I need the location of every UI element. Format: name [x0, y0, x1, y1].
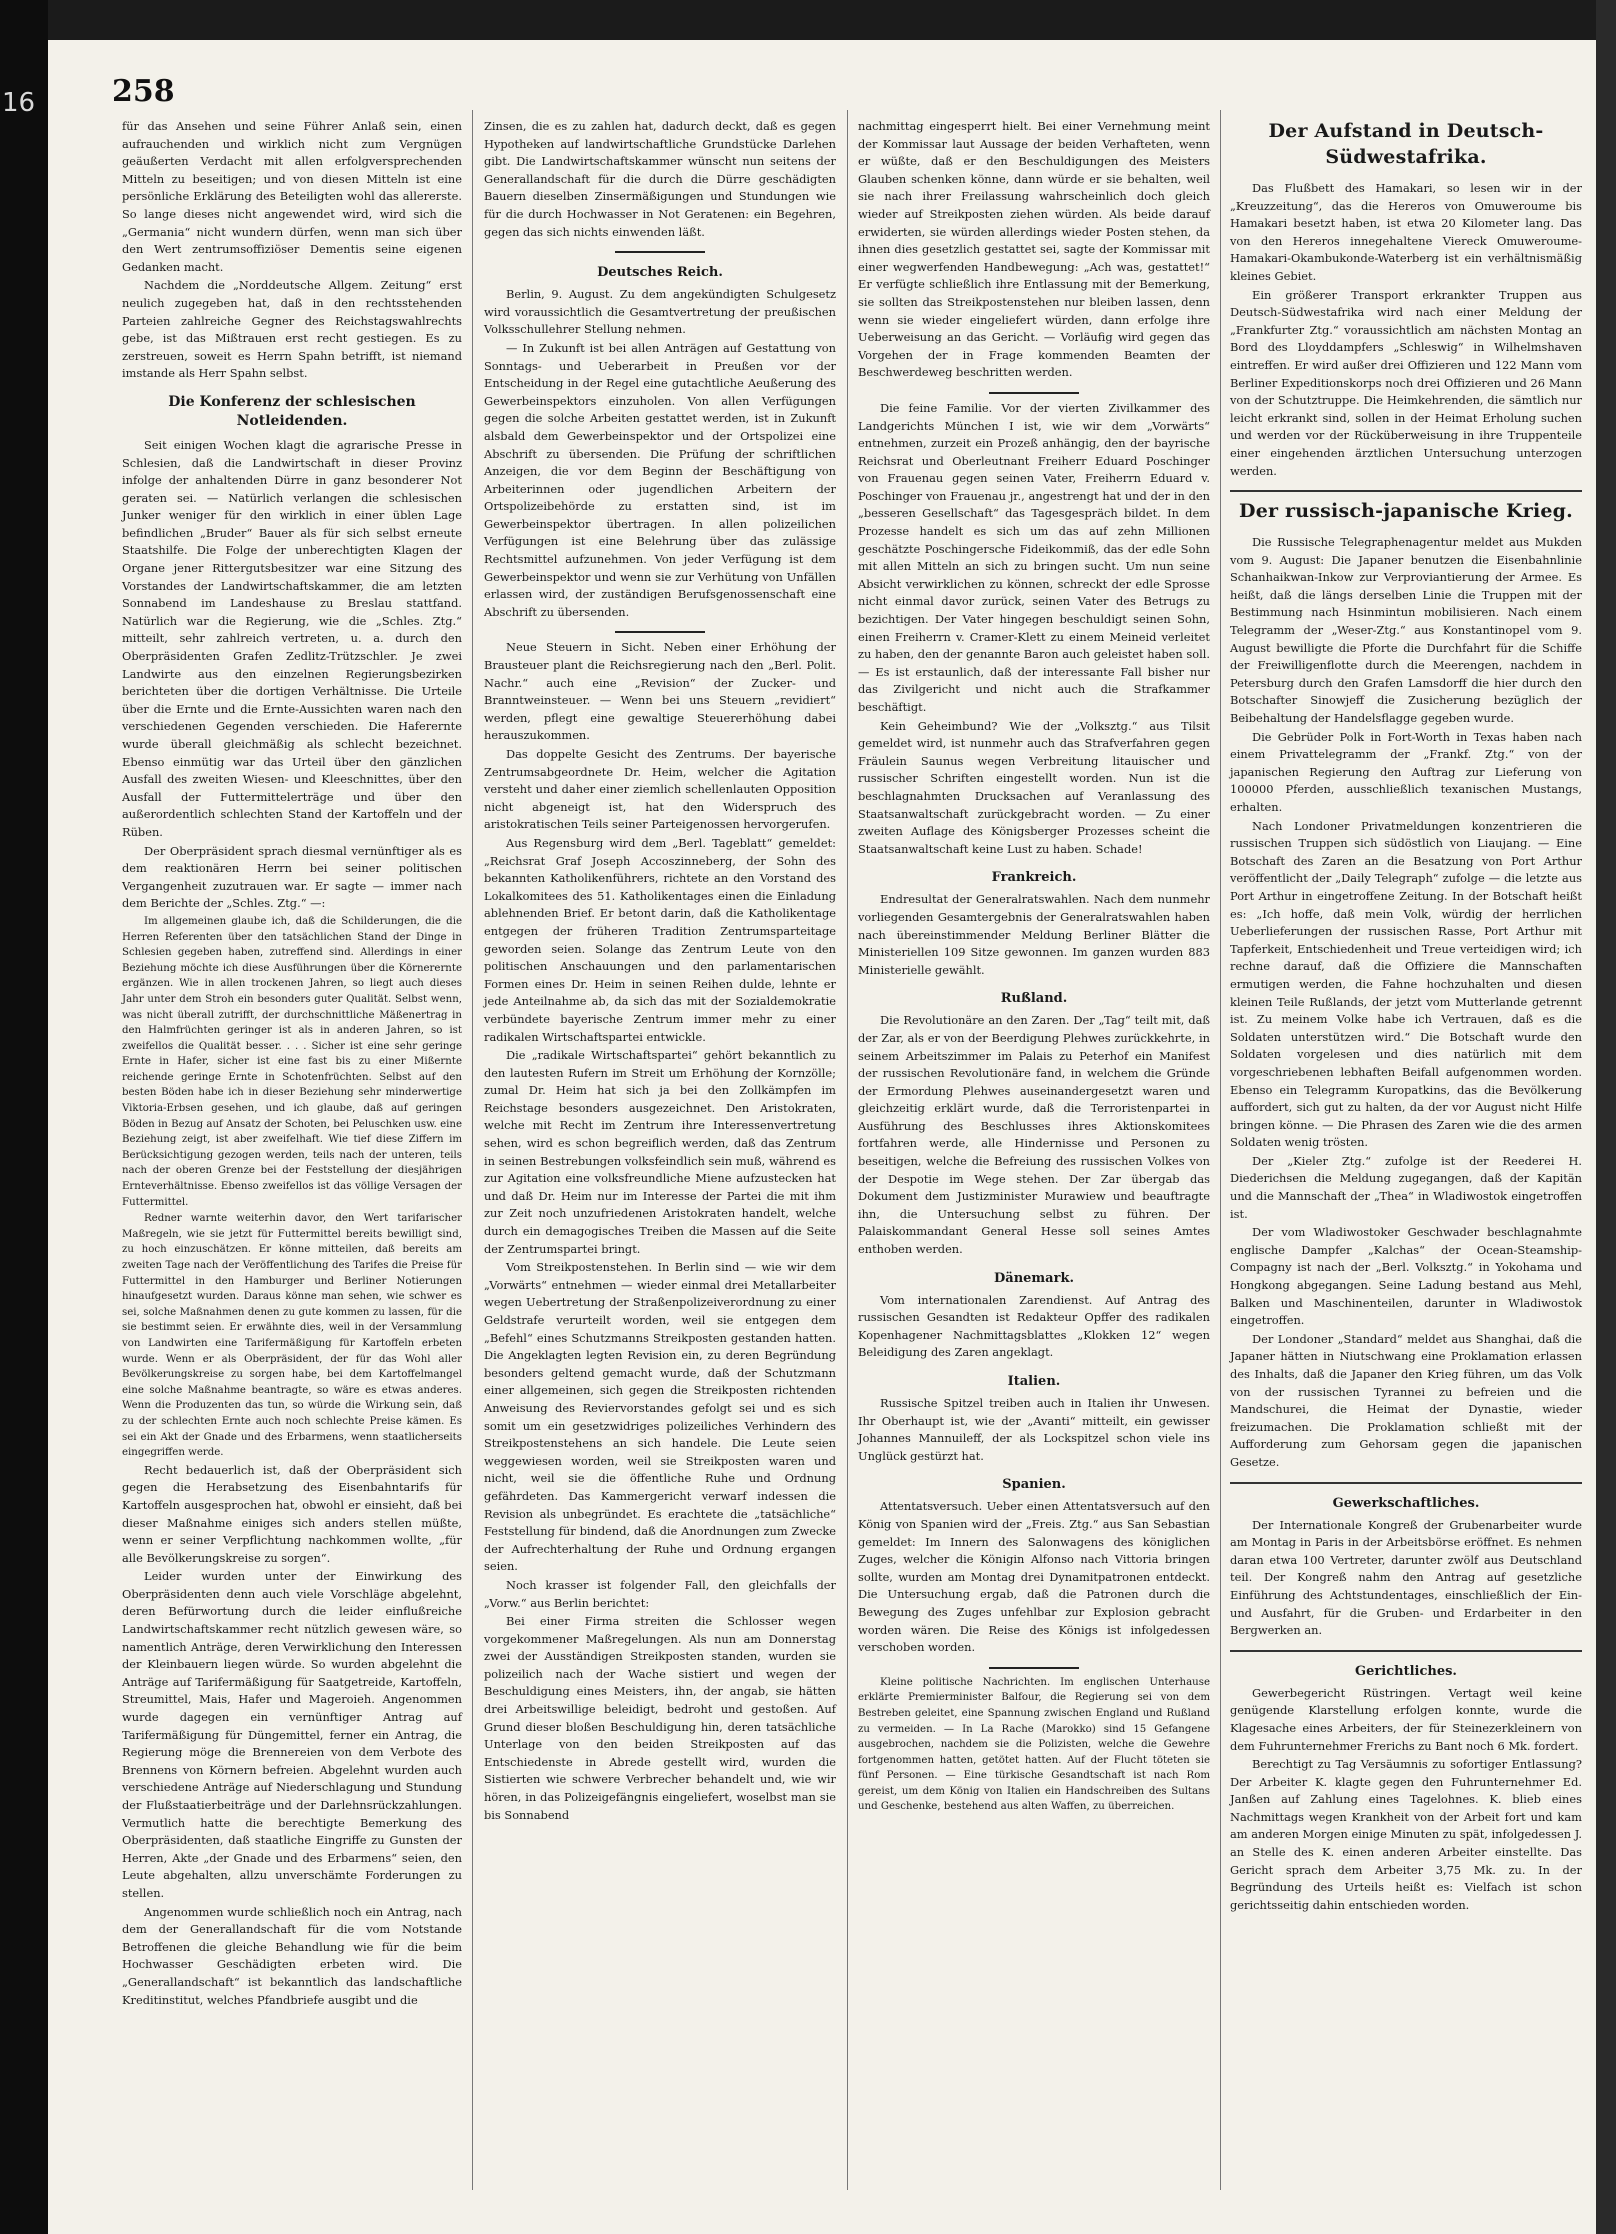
section-heading: Gerichtliches.	[1355, 1663, 1457, 1679]
paragraph: Vom internationalen Zarendienst. Auf Antrag des russischen Gesandten ist Redakteur Opffer des radikalen Kopenhagener Nachmittagsblattes „Klokken 12“ wegen Beleidigung des Zaren angeklagt.	[858, 1292, 1210, 1360]
paragraph: Der Londoner „Standard“ meldet aus Shanghai, daß die Japaner hätten in Niutschwang eine Proklamation erlassen des Inhalts, daß die Japaner den Krieg führen, um das Volk von der russischen Tyrannei zu befreien und die Mandschurei, die Heimat der Dynastie, wieder freizumachen. Die Proklamation schließt mit der Aufforderung zum Gehorsam gegen die japanischen Gesetze.	[1230, 1331, 1582, 1469]
paragraph: Leider wurden unter der Einwirkung des Oberpräsidenten denn auch viele Vorschläge abgelehnt, deren Befürwortung durch die leider einflußreiche Landwirtschaftskammer recht nützlich gewesen wäre, so namentlich Anträge, deren Verwirklichung den Interessen der Kleinbauern liegen würde. So wurden abgelehnt die Anträge auf Tarifermäßigung für Saatgetreide, Kartoffeln, Streumittel, Mais, Hafer und Mageroieh. Angenommen wurde dagegen ein vernünftiger Antrag auf Tarifermäßigung für Düngemittel, ferner ein Antrag, die Regierung möge die Brennereien von dem Verbote des Brennens von Körnern befreien. Abgelehnt wurden auch verschiedene Anträge auf Niederschlagung und Stundung der Flußstaatierbeiträge und der Darlehnsrückzahlungen. Vermutlich hatte die berechtigte Bemerkung des Oberpräsidenten, daß staatliche Eingriffe zu Gunsten der Herren, Akte „der Gnade und des Erbarmens“ seien, den Leute abgehalten, allzu unverschämte Forderungen zu stellen.	[122, 1569, 462, 1900]
quoted-paragraph: Bei einer Firma streiten die Schlosser wegen vorgekommener Maßregelungen. Als nun am Donnerstag zwei der Ausständigen Streikposten standen, wurden sie polizeilich nach der Wache sistiert und wegen der Beschuldigung eines Meisters, ihn, der angab, sie hätten drei Arbeitswillige beleidigt, bedroht und gestoßen. Auf Grund dieser bloßen Beschuldigung hin, deren tatsächliche Unterlage von den beiden Streikposten auf das Entschiedenste in Abrede gestellt wird, wurden die Sistierten wie schwere Verbrecher behandelt und, wie wir hören, in das Polizeigefängnis eingeliefert, woselbst man sie bis Sonnabend	[484, 1614, 836, 1822]
paragraph: Der vom Wladiwostoker Geschwader beschlagnahmte englische Dampfer „Kalchas“ der Ocean-Steamship-Compagny ist nach der „Berl. Volksztg.“ in Yokohama und Hongkong abgegangen. Seine Ladung bestand aus Mehl, Balken und Maschinenteilen, darunter in Wladiwostok eingetroffen.	[1230, 1225, 1582, 1328]
paragraph: Die „radikale Wirtschaftspartei“ gehört bekanntlich zu den lautesten Rufern im Streit um Erhöhung der Kornzölle; zumal Dr. Heim hat sich ja bei den Zollkämpfen im Reichstage besonders ausgezeichnet. Den Aristokraten, welche mit Recht im Zentrum ihre Interessenvertretung sehen, wird es schon begreiflich werden, daß das Zentrum in seinen Bestrebungen volksfeindlich sein muß, während es zur Agitation eine volksfreundliche Miene aufzustecken hat und daß Dr. Heim nur im Interesse der Partei die mit ihm zur Zeit noch unzufriedenen Aristokraten handelt, welche durch ein demagogisches Treiben die Massen auf die Seite der Zentrumspartei bringt.	[484, 1048, 836, 1256]
section-divider	[1230, 1482, 1582, 1484]
paragraph: Seit einigen Wochen klagt die agrarische Presse in Schlesien, daß die Landwirtschaft in dieser Provinz infolge der anhaltenden Dürre in ganz besonderer Not geraten sei. — Natürlich verlangen die schlesischen Junker weniger für den wirklich in einer üblen Lage befindlichen „Bruder“ Bauer als für sich selbst erneute Staatshilfe. Die Folge der unberechtigten Klagen der Organe jener Rittergutsbesitzer war eine Sitzung des Vorstandes der Landwirtschaftskammer, die am letzten Sonnabend im Landeshause zu Breslau stattfand. Natürlich war die Regierung, wie die „Schles. Ztg.“ mitteilt, sehr zahlreich vertreten, u. a. durch den Oberpräsidenten Grafen Zedlitz-Trützschler. Je zwei Landwirte aus den einzelnen Regierungsbezirken berichteten über die dortigen Verhältnisse. Die Urteile über die Ernte und die Ernte-Aussichten waren nach den verschiedenen Gegenden verschieden. Die Haferernte wurde überall gleichmäßig als schlecht bezeichnet. Ebenso einmütig war das Urteil über den gänzlichen Ausfall des zweiten Wiesen- und Kleeschnittes, über den Ausfall der Futtermittelerträge und über den außerordentlich schlechten Stand der Kartoffeln und der Rüben.	[122, 437, 462, 839]
section-heading: Frankreich.	[991, 870, 1077, 886]
paragraph: Neue Steuern in Sicht. Neben einer Erhöhung der Brausteuer plant die Reichsregierung nach den „Berl. Polit. Nachr.“ auch eine „Revision“ der Zucker- und Branntweinsteuer. — Wenn bei uns Steuern „revidiert“ werden, pflegt eine gewaltige Steuererhöhung dabei herauszukommen.	[484, 640, 836, 743]
quoted-paragraph: Redner warnte weiterhin davor, den Wert tarifarischer Maßregeln, wie sie jetzt für Futtermittel bereits bewilligt sind, zu hoch einzuschätzen. Er könne mitteilen, daß bereits am zweiten Tage nach der Veröffentlichung des Tarifes die Preise für Futtermittel in den Hamburger und Berliner Notierungen hinaufgesetzt wurden. Daraus könne man sehen, wie schwer es sei, solche Maßnahmen denen zu gute kommen zu lassen, für die sie bestimmt seien. Er erwähnte dies, weil in der Versammlung von Landwirten eine Tarifermäßigung für Kartoffeln erbeten wurde. Wenn er als Oberpräsident, der für das Wohl aller Bevölkerungskreise zu sorgen habe, bei dem Kartoffelmangel eine solche Maßnahme beantragte, so wäre es etwas anderes. Wenn die Produzenten das tun, so würde die Wirkung sein, daß zu der schlechten Ernte auch noch schlechte Preise kämen. Es sei ein Akt der Gnade und des Erbarmens, wenn staatlicherseits eingegriffen werde.	[122, 1213, 462, 1459]
article-heading: Die Konferenz der schlesischen Notleidenden.	[168, 393, 416, 429]
paragraph: — In Zukunft ist bei allen Anträgen auf Gestattung von Sonntags- und Ueberarbeit in Preußen vor der Entscheidung in der Regel eine gutachtliche Aeußerung des Gewerbeinspektors einzuholen. Von allen Verfügungen gegen die solche Arbeiten gestattet werden, ist in Zukunft alsbald dem Gewerbeinspektor und der Ortspolizei eine Abschrift zu übersenden. Die Prüfung der schriftlichen Anzeigen, die vor dem Beginn der Beschäftigung von Arbeiterinnen oder jugendlichen Arbeitern der Ortspolizeibehörde zu erstatten sind, ist im Gewerbeinspektor übertragen. In allen polizeilichen Verfügungen ist eine Belehrung über das zulässige Rechtsmittel aufzunehmen. Von jeder Verfügung ist dem Gewerbeinspektor und wenn sie zur Verhütung von Unfällen erlassen wird, der zuständigen Berufsgenossenschaft eine Abschrift zu übersenden.	[484, 340, 836, 619]
section-heading: Spanien.	[1002, 1477, 1066, 1493]
paragraph: Der Oberpräsident sprach diesmal vernünftiger als es dem reaktionären Herrn bei seiner politischen Vergangenheit zuzutrauen war. Er sagte — immer nach dem Berichte der „Schles. Ztg.“ —:	[122, 843, 462, 911]
section-divider	[989, 1667, 1079, 1669]
column-3	[858, 118, 1210, 1816]
column-rule	[1220, 110, 1221, 2190]
paragraph: Ein größerer Transport erkrankter Truppen aus Deutsch-Südwestafrika wird nach einer Meldung der „Frankfurter Ztg.“ voraussichtlich am nächsten Montag an Bord des Lloyddampfers „Schleswig“ in Wilhelmshaven eintreffen. Er wird außer drei Offizieren und 122 Mann vom Berliner Expeditionskorps noch drei Offizieren und 26 Mann von der Schutztruppe. Die Heimkehrenden, die sämtlich nur leicht erkrankt sind, sollen in der Heimat Erholung suchen und werden vor der Rücküberweisung in ihre Truppenteile einer eingehenden ärztlichen Untersuchung unterzogen werden.	[1230, 287, 1582, 478]
section-divider	[615, 251, 705, 253]
paragraph: Russische Spitzel treiben auch in Italien ihr Unwesen. Ihr Oberhaupt ist, wie der „Avanti“ mitteilt, ein gewisser Johannes Mannuileff, der als Lockspitzel schon viele ins Unglück gestürzt hat.	[858, 1396, 1210, 1463]
paragraph: Kein Geheimbund? Wie der „Volksztg.“ aus Tilsit gemeldet wird, ist nunmehr auch das Strafverfahren gegen Fräulein Saunus wegen Verbreitung litauischer und russischer Schriften eingestellt worden. Nun ist die beschlagnahmten Drucksachen auf Veranlassung des Staatsanwaltschaft zurückgebracht worden. — Zu einer zweiten Auflage des Königsberger Prozesses scheint die Staatsanwaltschaft keine Lust zu haben. Schade!	[858, 718, 1210, 856]
section-heading: Deutsches Reich.	[597, 265, 723, 281]
paragraph: für das Ansehen und seine Führer Anlaß sein, einen aufrauchenden und wirklich nicht zum Vergnügen geäußerten Verdacht mit allen erfolgversprechenden Mitteln zu beseitigen; und von diesen Mitteln ist eine persönliche Erklärung des Beteiligten wohl das allererste. So lange dieses nicht angewendet wird, wird sich die „Germania“ nicht wundern dürfen, wenn man sich über den Wert zentrumsoffiziöser Dementis seine eigenen Gedanken macht.	[122, 119, 462, 274]
quoted-paragraph: Im allgemeinen glaube ich, daß die Schilderungen, die die Herren Referenten über den tatsächlichen Stand der Dinge in Schlesien gegeben haben, zutreffend sind. Allerdings in einer Beziehung möchte ich diese Ausführungen über die Körnerernte ergänzen. Wie in allen trockenen Jahren, so liegt auch dieses Jahr unter dem Stroh ein besonders guter Qualität. Selbst wenn, was nicht überall zutrifft, der durchschnittliche Mäßenertrag in den Halmfrüchten geringer ist als in anderen Jahren, so ist zweifellos die Qualität besser. . . . Sicher ist eine sehr geringe Ernte in Hafer, sicher ist eine fast bis zu einer Mißernte reichende geringe Ernte in Schotenfrüchten. Selbst auf den besten Böden habe ich in dieser Beziehung sehr minderwertige Viktoria-Erbsen gesehen, und ich glaube, daß auf geringen Böden in Bezug auf Ansatz der Schoten, bei Peluschken usw. eine Beziehung zeigt, ist aber zweifelhaft. Wie tief diese Ziffern im Berücksichtigung gezogen werden, teils nach der unteren, teils nach der oberen Grenze bei der Feststellung der diesjährigen Ernteverhältnisse. Ebenso zweifellos ist das völlige Versagen der Futtermittel.	[122, 915, 462, 1208]
column-rule	[847, 110, 848, 2190]
paragraph: Nachdem die „Norddeutsche Allgem. Zeitung“ erst neulich zugegeben hat, daß in den rechtsstehenden Parteien zahlreiche Gegner des Reichstagswahlrechts gebe, ist das Mißtrauen erst recht gestiegen. Es zu zerstreuen, soweit es Herrn Spahn betrifft, ist niemand imstande als Herr Spahn selbst.	[122, 278, 462, 381]
paragraph: Recht bedauerlich ist, daß der Oberpräsident sich gegen die Herabsetzung des Eisenbahntarifs für Kartoffeln ausgesprochen hat, obwohl er einsieht, daß bei dieser Maßnahme einiges sich anders stellen müßte, wenn er seiner Verpflichtung nachkommen wollte, „für alle Bevölkerungskreise zu sorgen“.	[122, 1462, 462, 1565]
dark-scan-margin	[0, 0, 48, 2234]
small-print-paragraph: Kleine politische Nachrichten. Im englischen Unterhause erklärte Premierminister Balfour, die Regierung sei von dem Bestreben geleitet, eine Spannung zwischen England und Rußland zu vermeiden. — In La Rache (Marokko) sind 15 Gefangene ausgebrochen, nachdem sie die Polizisten, welche die Gewehre fortgenommen hatten, getötet hatten. Auf der Flucht töteten sie fünf Personen. — Eine türkische Gesandtschaft ist nach Rom gereist, um dem König von Italien ein Handschreiben des Sultans und Geschenke, bestehend aus alten Waffen, zu überreichen.	[858, 1676, 1210, 1813]
page-number: 258	[112, 74, 175, 109]
paragraph: Berechtigt zu Tag Versäumnis zu sofortiger Entlassung? Der Arbeiter K. klagte gegen den Fuhrunternehmer Ed. Janßen auf Zahlung eines Tagelohnes. K. blieb eines Nachmittags wegen Krankheit von der Arbeit fort und kam am anderen Morgen einige Minuten zu spät, infolgedessen J. an Stelle des K. einen anderen Arbeiter einstellte. Das Gericht sprach dem Arbeiter 3,75 Mk. zu. In der Begründung des Urteils heißt es: Vielfach ist schon gerichtsseitig dahin entschieden worden.	[1230, 1757, 1582, 1912]
paragraph: Das Flußbett des Hamakari, so lesen wir in der „Kreuzzeitung“, das die Hereros von Omuweroume bis Hamakari besetzt haben, ist etwa 20 Kilometer lang. Das von den Hereros innegehaltene Viereck Omuweroume-Hamakari-Okambukonde-Waterberg ist ein verhältnismäßig kleines Gebiet.	[1230, 181, 1582, 283]
paragraph: Vom Streikpostenstehen. In Berlin sind — wie wir dem „Vorwärts“ entnehmen — wieder einmal drei Metallarbeiter wegen Uebertretung der Straßenpolizeiverordnung zu einer Geldstrafe verurteilt worden, weil sie entgegen dem „Befehl“ eines Schutzmanns Streikposten gestanden hatten. Die Angeklagten legten Revision ein, zu deren Begründung besonders geltend gemacht wurde, daß der Schutzmann einer allgemeinen, sich gegen die Streikposten richtenden Anweisung des Reviervorstandes gefolgt sei und es sich somit um ein gesetzwidriges polizeiliches Verhindern des Streikpostenstehens an sich handele. Die Leute seien weggewiesen worden, weil sie Streikposten waren und nicht, weil sie die öffentliche Ruhe und Ordnung gefährdeten. Das Kammergericht verwarf indessen die Revision als unbegründet. Es erachtete die „tatsächliche“ Feststellung für bindend, daß die Anordnungen zum Zwecke der Aufrechterhaltung der Ruhe und Ordnung ergangen seien.	[484, 1260, 836, 1574]
article-heading: Der russisch-japanische Krieg.	[1239, 500, 1573, 523]
paragraph: Die Gebrüder Polk in Fort-Worth in Texas haben nach einem Privattelegramm der „Frankf. Ztg.“ von der japanischen Regierung den Auftrag zur Lieferung von 100000 Pferden, ausschließlich texanischen Mustangs, erhalten.	[1230, 729, 1582, 814]
section-heading: Dänemark.	[994, 1270, 1074, 1286]
section-heading: Gewerkschaftliches.	[1332, 1495, 1480, 1511]
section-divider	[989, 392, 1079, 394]
column-2	[484, 118, 836, 1825]
section-heading: Rußland.	[1000, 991, 1068, 1007]
paragraph: Endresultat der Generalratswahlen. Nach dem nunmehr vorliegenden Gesamtergebnis der Generalratswahlen haben nach übereinstimmender Meldung Berliner Blätter die Ministeriellen 109 Sitze gewonnen. Im ganzen wurden 883 Ministerielle gewählt.	[858, 892, 1210, 977]
section-divider	[615, 631, 705, 633]
paragraph: Das doppelte Gesicht des Zentrums. Der bayerische Zentrumsabgeordnete Dr. Heim, welcher die Agitation versteht und daher einer ziemlich schellenlauten Opposition nicht abgeneigt ist, hat den Widerspruch des aristokratischen Teils seiner Parteigenossen hervorgerufen.	[484, 747, 836, 832]
edge-page-marker: 16	[2, 88, 36, 118]
paragraph: Noch krasser ist folgender Fall, den gleichfalls der „Vorw.“ aus Berlin berichtet:	[484, 1577, 836, 1610]
article-heading: Der Aufstand in Deutsch-Südwestafrika.	[1268, 120, 1544, 168]
paragraph: Die Revolutionäre an den Zaren. Der „Tag“ teilt mit, daß der Zar, als er von der Beerdigung Plehwes zurückkehrte, in seinem Arbeitszimmer im Palais zu Peterhof ein Manifest der russischen Revolutionäre fand, in welchem die Gründe der Ermordung Plehwes auseinandergesetzt waren und gleichzeitig erklärt wurde, daß die Terroristenpartei in Ausführung des Beschlusses ihres Aktionskomitees fortfahren werde, alle Hindernisse und Personen zu beseitigen, welche die Befreiung des russischen Volkes von der Despotie im Wege stehen. Der Zar übergab das Dokument dem Justizminister Murawiew und beauftragte ihn, die Untersuchung selbst zu führen. Der Palaiskommandant General Hesse soll seines Amtes enthoben werden.	[858, 1013, 1210, 1257]
paragraph: Angenommen wurde schließlich noch ein Antrag, nach dem der Generallandschaft für die vom Notstande Betroffenen die gleiche Behandlung wie für die beim Hochwasser Geschädigten erbeten wird. Die „Generallandschaft“ ist bekanntlich das landschaftliche Kreditinstitut, welches Pfandbriefe ausgibt und die	[122, 1904, 462, 2007]
paragraph: Zinsen, die es zu zahlen hat, dadurch deckt, daß es gegen Hypotheken auf landwirtschaftliche Grundstücke Darlehen gibt. Die Landwirtschaftskammer wünscht nun seitens der Generallandschaft für die durch die Dürre geschädigten Bauern dieselben Zinsermäßigungen und Stundungen wie für die durch Hochwasser in Not Geratenen: ein Begehren, gegen das sich nichts einwenden läßt.	[484, 119, 836, 239]
paragraph: Aus Regensburg wird dem „Berl. Tageblatt“ gemeldet: „Reichsrat Graf Joseph Accoszinneberg, der Sohn des bekannten Katholikenführers, richtete an den Vorstand des Lokalkomitees des 51. Katholikentages einen die Einladung ablehnenden Brief. Er betont darin, daß die Katholikentage entgegen der früheren Tradition Zentrumsparteitage geworden seien. Solange das Zentrum Leute von den politischen Anschauungen und den parlamentarischen Formen eines Dr. Heim in seinen Reihen dulde, lehnte er jede Anteilnahme ab, da sich das mit der Sozialdemokratie verbündete bayerische Zentrum immer mehr zu einer radikalen Wirtschaftspartei entwickle.	[484, 835, 836, 1044]
scan-right-edge	[1596, 0, 1616, 2234]
paragraph: Die feine Familie. Vor der vierten Zivilkammer des Landgerichts München I ist, wie wir dem „Vorwärts“ entnehmen, zurzeit ein Prozeß anhängig, den der bayrische Reichsrat und Oberleutnant Freiherr Eduard Poschinger von Frauenau gegen seinen Vater, Freiherrn Eduard v. Poschinger von Frauenau jr., angestrengt hat und der in den „besseren Gesellschaft“ das Tagesgespräch bildet. In dem Prozesse handelt es sich um das auf zehn Millionen geschätzte Poschingersche Fideikommiß, das der edle Sohn mit allen Mitteln an sich zu bringen sucht. Um nun seine Absicht verwirklichen zu können, schreckt der edle Sprosse nicht einmal davor zurück, seinen Vater des Betrugs zu bezichtigen. Der Vater hingegen beschuldigt seinen Sohn, einen Freiherrn v. Cramer-Klett zu einem Meineid verleitet zu haben, den der genannte Baron auch geleistet haben soll. — Es ist erstaunlich, daß der interessante Fall bisher nur das Zivilgericht und nicht auch die Strafkammer beschäftigt.	[858, 400, 1210, 714]
paragraph: Die Russische Telegraphenagentur meldet aus Mukden vom 9. August: Die Japaner benutzen die Eisenbahnlinie Schanhaikwan-Inkow zur Verproviantierung der Armee. Es heißt, daß die längs derselben Linie die Truppen mit der Bestimmung nach Hsinmintun mobilisieren. Nach einem Telegramm der „Weser-Ztg.“ aus Konstantinopel vom 9. August bewilligte die Pforte die Durchfahrt für die Schiffe der Freiwilligenflotte durch die Meerengen, nachdem in Petersburg durch den Grafen Lamsdorff die hier durch den Botschafter Sinowjeff die Zusicherung bezüglich der Beibehaltung der Handelsflagge gegeben wurde.	[1230, 535, 1582, 726]
section-divider	[1230, 490, 1582, 492]
column-rule	[472, 110, 473, 2190]
paragraph: Gewerbegericht Rüstringen. Vertagt weil keine genügende Klarstellung erfolgen konnte, wurde die Klagesache eines Arbeiters, der für Steinezerkleinern von dem Fuhrunternehmer Frerichs zu Bant noch 6 Mk. fordert.	[1230, 1685, 1582, 1753]
paragraph: Attentatsversuch. Ueber einen Attentatsversuch auf den König von Spanien wird der „Freis. Ztg.“ aus San Sebastian gemeldet: Im Innern des Salonwagens des königlichen Zuges, welcher die Königin Alfonso nach Vittoria bringen sollte, wurden am Montag drei Dynamitpatronen entdeckt. Die Untersuchung ergab, daß die Patronen durch die Bewegung des Zuges unfehlbar zur Explosion gebracht worden wären. Die Reise des Königs ist infolgedessen verschoben worden.	[858, 1499, 1210, 1655]
paragraph: Nach Londoner Privatmeldungen konzentrieren die russischen Truppen sich südöstlich von Liaujang. — Eine Botschaft des Zaren an die Besatzung von Port Arthur veröffentlicht der „Daily Telegraph“ zufolge — die letzte aus Port Arthur in eingetroffene Zeitung. In der Botschaft heißt es: „Ich hoffe, daß mein Volk, würdig der herrlichen Ueberlieferungen der russischen Rasse, Port Arthur mit Tapferkeit, Entschiedenheit und Treue verteidigen wird; ich rechne darauf, daß die Offiziere die Mannschaften ermutigen werden, die Fahne hochzuhalten und diesen kleinen Teile Rußlands, der jetzt vom Mutterlande getrennt ist. Zu meinem Volke habe ich Vertrauen, daß es die Soldaten unterstützen wird.“ Die Botschaft wurde den Soldaten vorgelesen und dies natürlich mit dem vorgeschriebenen lebhaften Beifall aufgenommen worden. Ebenso ein Telegramm Kuropatkins, das die Bevölkerung auffordert, sich gut zu halten, da der vor August nicht Hilfe bringen könne. — Die Phrasen des Zaren wie die des armen Soldaten wenig trösten.	[1230, 818, 1582, 1150]
section-heading: Italien.	[1007, 1374, 1061, 1389]
paragraph: Berlin, 9. August. Zu dem angekündigten Schulgesetz wird voraussichtlich die Gesamtvertretung der preußischen Volksschullehrer Stellung nehmen.	[484, 287, 836, 337]
column-1	[122, 118, 462, 2010]
paragraph: Der „Kieler Ztg.“ zufolge ist der Reederei H. Diederichsen die Meldung zugegangen, daß der Kapitän und die Mannschaft der „Thea“ in Wladiwostok eingetroffen ist.	[1230, 1153, 1582, 1221]
paragraph: Der Internationale Kongreß der Grubenarbeiter wurde am Montag in Paris in der Arbeitsbörse eröffnet. Es nehmen daran etwa 100 Vertreter, darunter zwölf aus Deutschland teil. Der Kongreß nahm den Antrag auf gesetzliche Einführung des Achtstundentages, einschließlich der Ein- und Ausfahrt, für die Gruben- und Erdarbeiter in den Bergwerken an.	[1230, 1517, 1582, 1638]
paragraph: nachmittag eingesperrt hielt. Bei einer Vernehmung meint der Kommissar laut Aussage der beiden Verhafteten, wenn er wüßte, daß er den Beschuldigungen des Meisters Glauben schenken könne, dann würde er sie behalten, weil sie nach ihrer Freilassung wahrscheinlich doch gleich wieder auf Streikposten ziehen würden. Als beide darauf erwiderten, sie würden allerdings wieder Posten stehen, da ihnen dies gesetzlich gestattet sei, sagte der Kommissar mit einer wegwerfenden Handbewegung: „Ach was, gestattet!“ Er verfügte schließlich ihre Entlassung mit der Bemerkung, sie sollten das Streikpostenstehen nur bleiben lassen, denn wenn sie wieder eingeliefert würden, dann erfolge ihre Ueberweisung an das Gericht. — Vorläufig wird gegen das Vorgehen der in Frage kommenden Beamten der Beschwerdeweg beschritten werden.	[858, 119, 1210, 380]
section-divider	[1230, 1650, 1582, 1652]
column-4	[1230, 118, 1582, 1915]
